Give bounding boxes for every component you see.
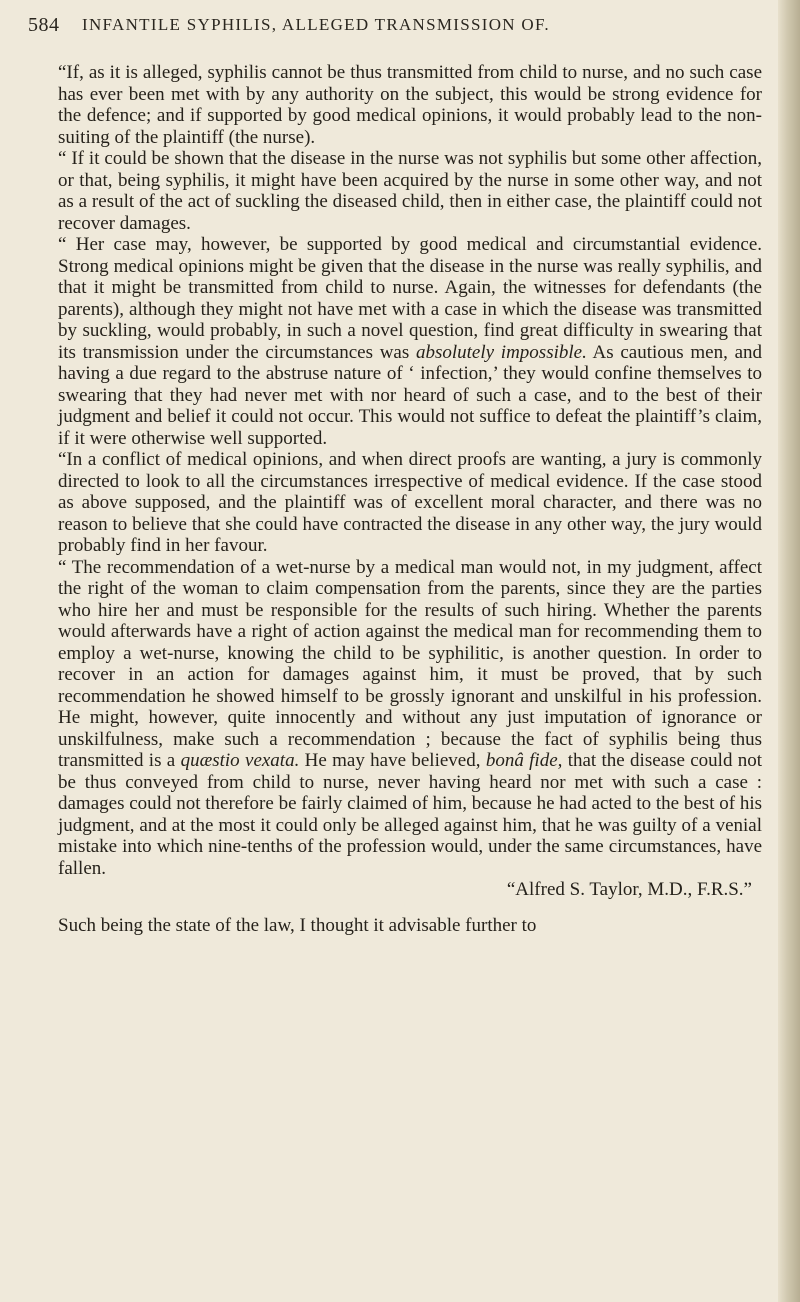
paragraph-5-continuation: He may have believed, [304, 750, 481, 771]
paragraph-2: “ If it could be shown that the disease in the nurse was not syphilis but some other affection, or that, being syphilis, it might have been acquired by the nurse in some other way, and not as a result of the act of suckling the diseased child, then in either case, the plaintiff could not recover damages. [58, 148, 762, 234]
italic-phrase-quaestio-vexata: quæstio vexata. [180, 750, 300, 771]
italic-phrase-bona-fide: bonâ fide, [485, 750, 563, 771]
paragraph-5-text: “ The recommendation of a wet-nurse by a medical man would not, in my judgment, affect the right of the woman to claim compensation from the parents, since they are the parties who hire her and must be responsible for the results of such hiring. Whether the parents would afterwards have a right of action against the medical man for recommending them to employ a wet-nurse, knowing the child to be syphilitic, is another question. In order to recover in an action for damages against him, it must be proved, that by such recommendation he showed himself to be grossly ignorant and unskilful in his profession. He might, however, quite innocently and without any just imputation of ignorance or unskilfulness, make such a recommendation ; because the fact of syphilis being thus transmitted is a [58, 556, 762, 771]
paragraph-1: “If, as it is alleged, syphilis cannot be thus transmitted from child to nurse, and no such case has ever been met with by any authority on the subject, this would be strong evidence for the defence; and if supported by good medical opinions, it would probably lead to the non-suiting of the plaintiff (the nurse). [58, 62, 762, 148]
closing-paragraph: Such being the state of the law, I thought it advisable further to [58, 914, 537, 936]
paragraph-3-text: “ Her case may, however, be supported by good medical and circumstantial evidence. Strong medical opinions might be given that the disease in the nurse was really syphilis, and that it might be transmitted from child to nurse. Again, the witnesses for defendants (the parents), although they might not have met with a case in which the disease was transmitted by suckling, would probably, in such a novel question, find great difficulty in swearing that its transmission under the circumstances was [58, 234, 762, 363]
italic-phrase-absolutely-impossible: absolutely impossible. [415, 341, 587, 363]
page-number: 584 [28, 14, 60, 36]
paragraph-3-continuation: As cautious men, and having a due regard to the abstruse nature of ‘ infection,’ they would confine themselves to swearing that they had never met with nor heard of such a case, and to the best of their judgment and belief it could not occur. This would not suffice to defeat the plaintiff’s claim, if it were otherwise well supported. [58, 341, 763, 449]
paragraph-3 [58, 234, 762, 449]
paragraph-5-end: that the disease could not be thus conveyed from child to nurse, never having heard nor met with such a case : damages could not therefore be fairly claimed of him, because he had acted to the best of his judgment, and at the most it could only be alleged against him, that he was guilty of a venial mistake into which nine-tenths of the profession would, under the same circumstances, have fallen. [58, 750, 763, 879]
page-header [28, 14, 768, 44]
running-title: INFANTILE SYPHILIS, ALLEGED TRANSMISSION OF. [82, 15, 550, 34]
signature: “Alfred S. Taylor, M.D., F.R.S.” [506, 879, 752, 900]
page-edge-shadow [778, 0, 800, 1302]
paragraph-4: “In a conflict of medical opinions, and when direct proofs are wanting, a jury is commonly directed to look to all the circumstances irrespective of medical evidence. If the case stood as above supposed, and the plaintiff was of excellent moral character, and there was no reason to believe that she could have contracted the disease in any other way, the jury would probably find in her favour. [58, 449, 762, 556]
paragraph-5 [58, 557, 762, 880]
body-text [58, 62, 762, 936]
